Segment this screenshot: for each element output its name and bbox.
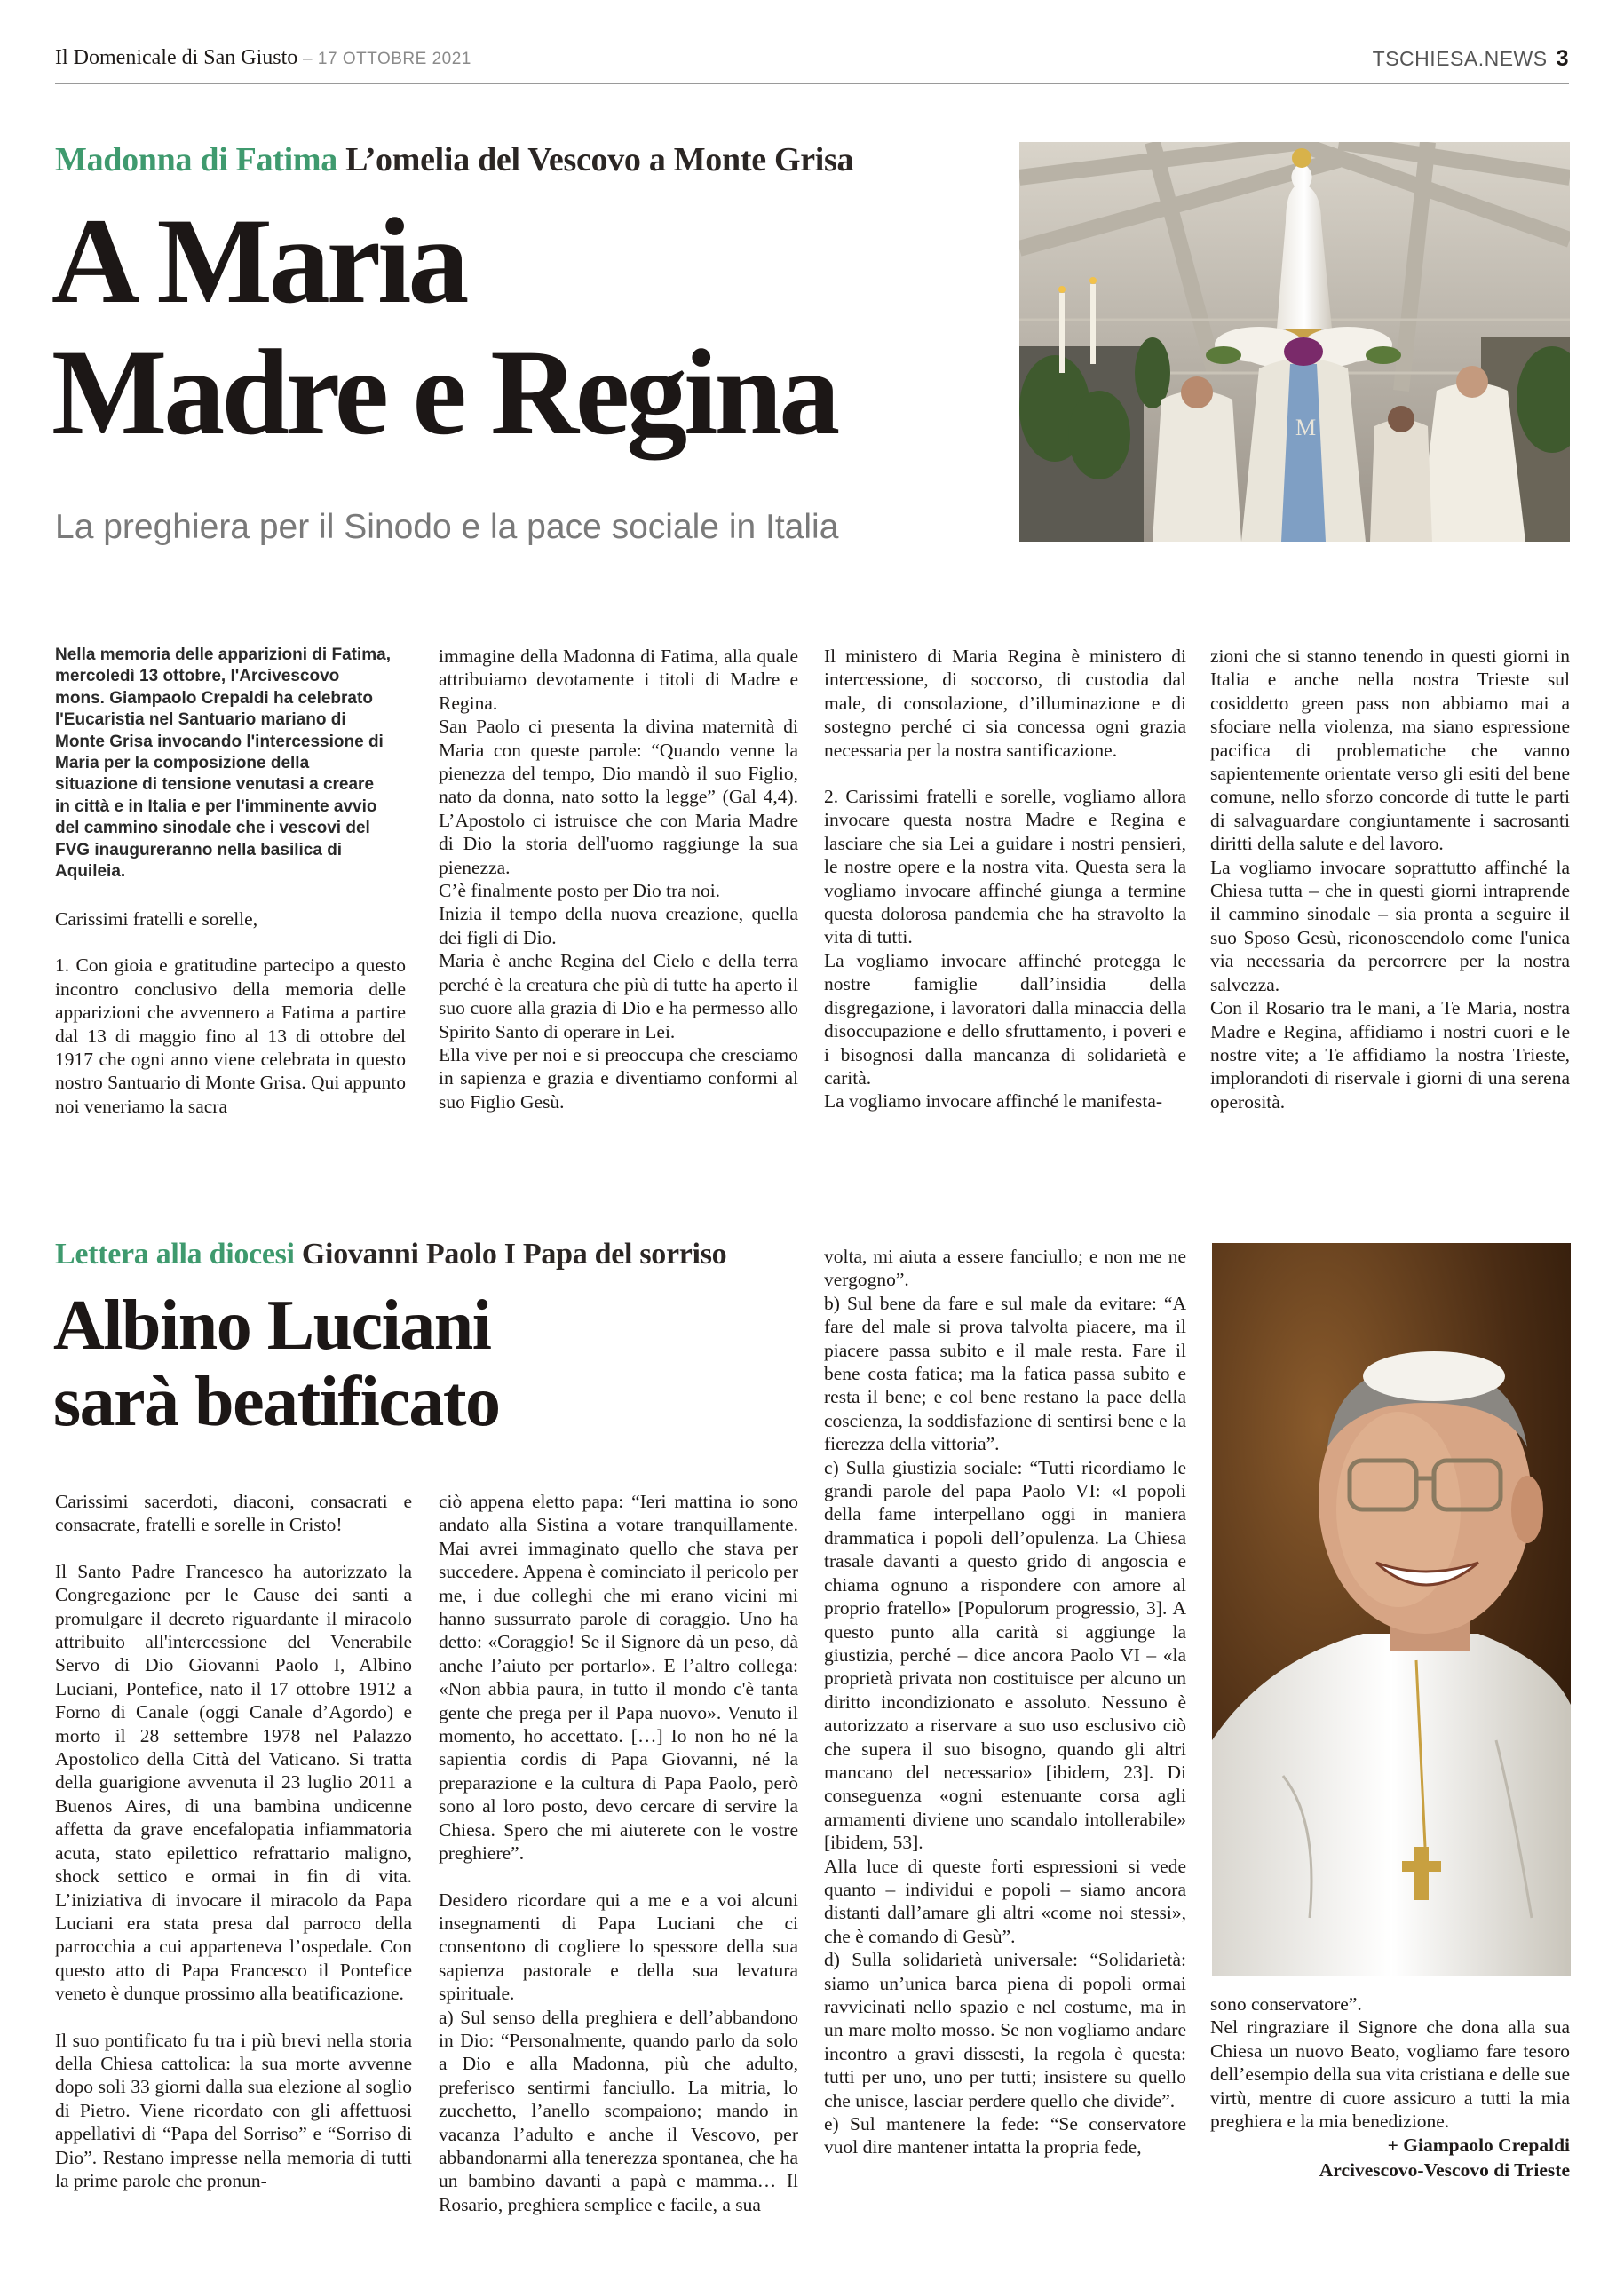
article1-c3-p4: La vogliamo invocare affinché le manifesta- <box>824 1090 1163 1113</box>
article1-column2 <box>439 645 798 1113</box>
article1-lead: Nella memoria delle apparizioni di Fatima, mercoledì 13 ottobre, l'Arcivescovo mons. Giampaolo Crepaldi ha celebrato l'Eucaristia nel Santuario mariano di Monte Grisa invocando l'intercessione di Maria per la composizione della situazione di tensione venutasi a creare in città e in Italia e per l'imminente avvio del cammino sinodale che i vescovi del FVG inaugureranno nella basilica di Aquileia. <box>55 645 391 882</box>
article1-c2-p2: San Paolo ci presenta la divina maternità di Maria con queste parole: “Quando venne la pienezza del tempo, Dio mandò il suo Figlio, nato da donna, nato sotto la legge” (Gal 4,4). L’Apostolo ci istruisce che con Maria Madre di Dio la storia dell'uomo raggiunge la sua pienezza. <box>439 716 798 878</box>
fatima-photo-drawing <box>1019 142 1570 542</box>
signature <box>1210 2133 1570 2182</box>
article1-title-line1: A Maria <box>51 193 466 329</box>
article2-c2-p2: Desidero ricordare qui a me e a voi alcuni insegnamenti di Papa Luciani che ci consentono di cogliere lo spessore della sua sapienza pastorale e della sua levatura spirituale. <box>439 1889 798 2005</box>
article1-c4-p2: La vogliamo invocare soprattutto affinché la Chiesa tutta – che in questi giorni intraprende il cammino sinodale – sia pronta a seguire il suo Sposo Gesù, riconoscendolo come l'unica via necessaria da percorrere per la nostra salvezza. <box>1210 856 1570 995</box>
article2-section: Lettera alla diocesi <box>55 1238 295 1271</box>
article2-c3-p6: e) Sul mantenere la fede: “Se conservatore vuol dire mantener intatta la propria fede, <box>824 2113 1186 2158</box>
article1-c2-p3: C’è finalmente posto per Dio tra noi. <box>439 880 721 902</box>
running-header-right <box>1373 46 1569 72</box>
article1-c3-p1: Il ministero di Maria Regina è ministero di intercessione, di soccorso, di custodia dal male, di consolazione, d’illuminazione e di sostegno perché ci sia concessa ogni grazia necessaria per la nostra santificazione. <box>824 645 1186 761</box>
article2-c1-p3: Il suo pontificato fu tra i più brevi nella storia della Chiesa cattolica: la sua morte avvenne dopo soli 33 giorni dalla sua elezione al soglio di Pietro. Viene ricordato con gli affettuosi appellativi di “Papa del Sorriso” e “Sorriso di Dio”. Restano impresse nella memoria di tutti la prime parole che pronun- <box>55 2029 412 2191</box>
article1-c3-p3: La vogliamo invocare affinché protegga le nostre famiglie dall’insidia della disgregazione, i lavoratori dalla minaccia della disoccupazione e dello sfruttamento, i poveri e i bisognosi dalla mancanza di solidarietà e carità. <box>824 949 1186 1089</box>
article2-c1-p2: Il Santo Padre Francesco ha autorizzato la Congregazione per le Cause dei santi a promulgare il decreto riguardante il miracolo attribuito all'intercessione del Venerabile Servo di Dio Giovanni Paolo I, Albino Luciani, Pontefice, nato il 17 ottobre 1912 a Forno di Canale (oggi Canale d’Agordo) e morto il 28 settembre 1978 nel Palazzo Apostolico della Città del Vaticano. Si tratta della guarigione avvenuta il 23 luglio 2011 a Buenos Aires, di una bambina undicenne affetta da grave encefalopatia infiammatoria acuta, stato epilettico refrattario maligno, shock settico e ormai in fin di vita. L’iniziativa di invocare il miracolo da Papa Luciani era stata presa dal parroco della parrocchia a cui apparteneva l’ospedale. Con questo atto di Papa Francesco il Pontefice veneto è dunque prossimo alla beatificazione. <box>55 1560 412 2005</box>
page-number: 3 <box>1556 46 1569 71</box>
article2-kicker <box>55 1238 726 1271</box>
article2-column2 <box>439 1490 798 2216</box>
publication-name: Il Domenicale di San Giusto <box>55 46 298 69</box>
article1-c2-p1: immagine della Madonna di Fatima, alla quale attribuiamo devotamente i titoli di Madre e Regina. <box>439 645 798 714</box>
pope-portrait-drawing <box>1212 1243 1571 1976</box>
website-link[interactable]: TSCHIESA.NEWS <box>1372 47 1548 70</box>
article1-title <box>51 195 836 458</box>
fatima-photo <box>1019 142 1570 542</box>
article1-c3-p2: 2. Carissimi fratelli e sorelle, vogliamo allora invocare questa nostra Madre e Regina e lasciare che sia Lei a guidare i nostri pensieri, le nostre opere e la nostra vita. Questa sera la vogliamo invocare affinché giunga a termine questa dolorosa pandemia che ha stravolto la vita di tutti. <box>824 786 1186 948</box>
article2-topic: Giovanni Paolo I Papa del sorriso <box>301 1238 727 1271</box>
article2-title-line2: sarà beatificato <box>53 1363 500 1441</box>
article1-title-line2: Madre e Regina <box>51 324 837 460</box>
article1-c4-p3: Con il Rosario tra le mani, a Te Maria, nostra Madre e Regina, affidiamo i nostri cuori e le nostre vite; a Te affidiamo la nostra Trieste, implorandoti di riservale i giorni di una serena operosità. <box>1210 997 1570 1113</box>
article2-c2-p3: a) Sul senso della preghiera e dell’abbandono in Dio: “Personalmente, quando parlo da solo a Dio e alla Madonna, più che adulto, preferisco sentirmi fanciullo. La mitria, lo zucchetto, l’anello scompaiono; mando in vacanza l’adulto e anche il Vescovo, per abbandonarmi alla tenerezza spontanea, che ha un bambino davanti a papà e mamma… Il Rosario, preghiera semplice e facile, a sua <box>439 2006 798 2215</box>
article1-section: Madonna di Fatima <box>55 141 337 178</box>
running-header <box>55 46 471 70</box>
article1-column4 <box>1210 645 1570 1113</box>
article1-subtitle: La preghiera per il Sinodo e la pace sociale in Italia <box>55 508 839 546</box>
signature-title: Arcivescovo-Vescovo di Trieste <box>1319 2159 1570 2182</box>
article2-c4-p1: sono conservatore”. <box>1210 1993 1362 2015</box>
pope-portrait-photo <box>1212 1243 1571 1976</box>
article2-c3-p4: Alla luce di queste forti espressioni si vede quanto – individui e popoli – siamo ancora distanti dall’amare gli altri «come noi stessi», che è comando di Gesù”. <box>824 1855 1186 1947</box>
article1-topic: L’omelia del Vescovo a Monte Grisa <box>345 141 854 178</box>
article2-column4 <box>1210 1992 1570 2182</box>
article2-c1-p1: Carissimi sacerdoti, diaconi, consacrati e consacrate, fratelli e sorelle in Cristo! <box>55 1491 412 1536</box>
article1-kicker <box>55 140 853 179</box>
issue-date: – 17 OTTOBRE 2021 <box>297 50 471 68</box>
article2-c3-p2: b) Sul bene da fare e sul male da evitare: “A fare del male si prova talvolta piacere, ma il piacere passa subito e il male resta. Fare il bene costa fatica; ma la fatica passa subito e resta il bene; e col bene restano la pace della coscienza, la soddisfazione di sentirsi bene e la fierezza della vittoria”. <box>824 1292 1186 1455</box>
article1-c2-p5: Maria è anche Regina del Cielo e della terra perché è la creatura che più di tutte ha aperto il suo cuore alla grazia di Dio e ha permesso allo Spirito Santo di operare in Lei. <box>439 950 798 1042</box>
article2-title <box>53 1287 500 1440</box>
article2-c3-p5: d) Sulla solidarietà universale: “Solidarietà: siamo un’unica barca piena di popoli ormai ravvicinati nello spazio e nel costume, ma in un mare molto mosso. Se non vogliamo andare incontro a gravi dissesti, la regola è questa: tutti per uno, uno per tutti; insistere su quello che unisce, lasciar perdere quello che divide”. <box>824 1949 1186 2111</box>
signature-name: + Giampaolo Crepaldi <box>1387 2134 1570 2157</box>
svg-text:M: M <box>1295 415 1317 440</box>
article1-c2-p6: Ella vive per noi e si preoccupa che cresciamo in sapienza e grazia e diventiamo conformi al suo Figlio Gesù. <box>439 1043 798 1113</box>
article1-c1-p1: Carissimi fratelli e sorelle, <box>55 908 258 930</box>
article2-c4-p2: Nel ringraziare il Signore che dona alla sua Chiesa un nuovo Beato, vogliamo fare tesoro dell’esempio della sua vita cristiana e delle sue virtù, mentre di cuore assicuro a tutti la mia preghiera e la mia benedizione. <box>1210 2016 1570 2133</box>
article2-column1 <box>55 1490 412 2192</box>
article2-c2-p1: ciò appena eletto papa: “Ieri mattina io sono andato alla Sistina a votare tranquillamente. Mai avrei immaginato quello che stava per succedere. Appena è cominciato il pericolo per me, i due colleghi che mi erano vicini mi hanno sussurrato parole di coraggio. Uno ha detto: «Coraggio! Se il Signore dà un peso, dà anche l’aiuto per portarlo». E l’altro collega: «Non abbia paura, in tutto il mondo c'è tanta gente che prega per il Papa nuovo». Venuto il momento, ho accettato. […] Io non ho né la sapientia cordis di Papa Giovanni, né la preparazione e la cultura di Papa Paolo, però sono al loro posto, devo cercare di servire la Chiesa. Spero che mi aiuterete con le vostre preghiere”. <box>439 1491 798 1865</box>
article1-c4-p1: zioni che si stanno tenendo in questi giorni in Italia e anche nella nostra Trieste sul cosiddetto green pass non abbiamo mai a sfociare nella violenza, ma siano espressione pacifica di problematiche che vanno sapientemente orientate verso gli esiti del bene comune, nello sforzo concorde di tutte le parti di salvaguardare congiuntamente i sacrosanti diritti della salute e del lavoro. <box>1210 645 1570 855</box>
article2-c3-p3: c) Sulla giustizia sociale: “Tutti ricordiamo le grandi parole del papa Paolo VI: «I popoli della fame interpellano oggi in maniera drammatica i popoli dell’opulenza. La Chiesa trasale davanti a questo grido di angoscia e chiama ognuno a rispondere con amore al proprio fratello» [Populorum progressio, 3]. A questo punto alla carità si aggiunge la giustizia, perché – dice ancora Paolo VI – «la proprietà privata non costituisce per alcuno un diritto incondizionato e assoluto. Nessuno è autorizzato a riservare a suo uso esclusivo ciò che supera il suo bisogno, quando gli altri mancano del necessario» [ibidem, 23]. Di conseguenza «ogni estenuante corsa agli armamenti diviene uno scandalo intollerabile» [ibidem, 53]. <box>824 1456 1186 1854</box>
article2-column3 <box>824 1245 1186 2159</box>
article1-column1 <box>55 907 406 1118</box>
article2-title-line1: Albino Luciani <box>53 1287 491 1365</box>
article2-c3-p1: volta, mi aiuta a essere fanciullo; e non me ne vergogno”. <box>824 1246 1186 1291</box>
article1-c1-p2: 1. Con gioia e gratitudine partecipo a questo incontro conclusivo della memoria delle apparizioni che avvennero a Fatima a partire dal 13 di maggio fino al 13 di ottobre del 1917 che ogni anno viene celebrata in questo nostro Santuario di Monte Grisa. Qui appunto noi veneriamo la sacra <box>55 954 406 1117</box>
article1-c2-p4: Inizia il tempo della nuova creazione, quella dei figli di Dio. <box>439 903 798 948</box>
article1-column3 <box>824 645 1186 1113</box>
header-rule <box>55 83 1569 84</box>
